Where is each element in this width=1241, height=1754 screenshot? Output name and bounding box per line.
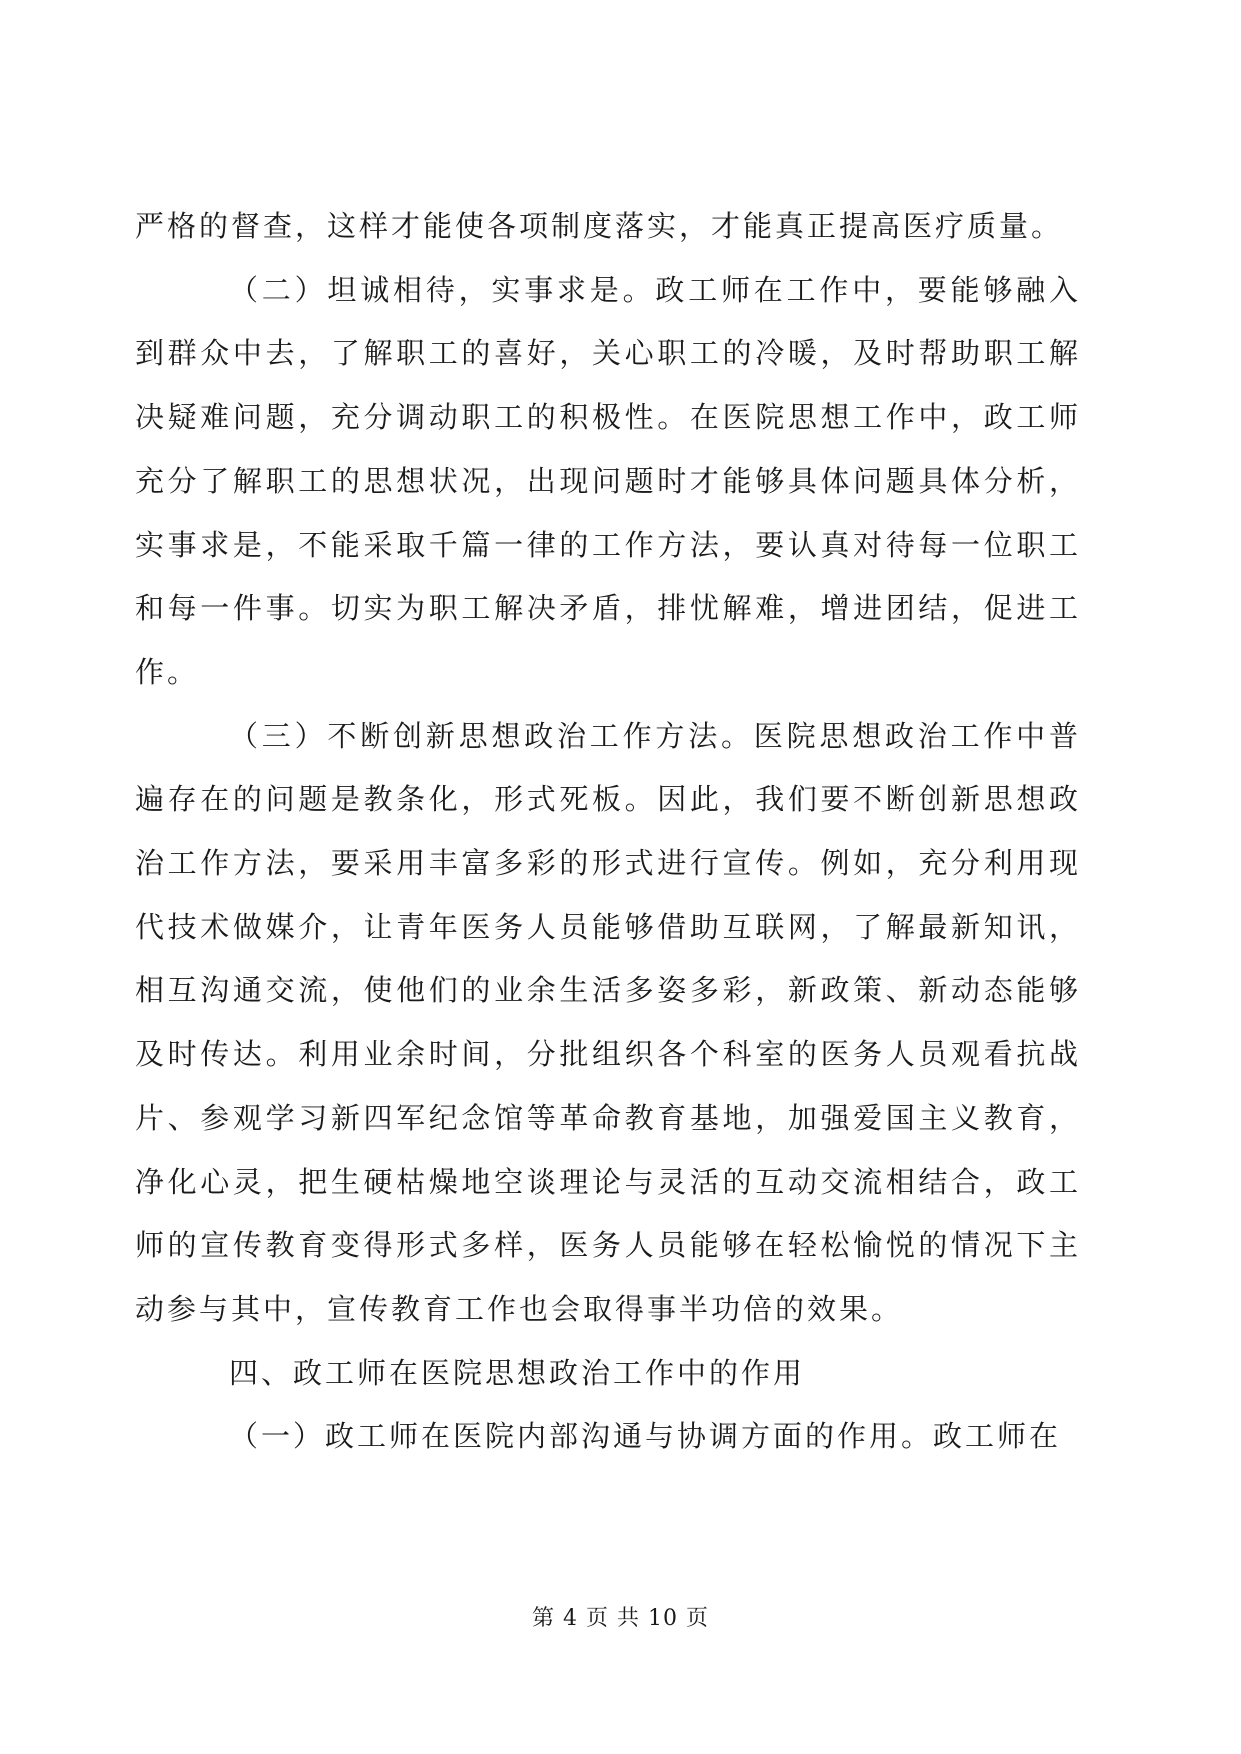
paragraph-section-3: （三）不断创新思想政治工作方法。医院思想政治工作中普遍存在的问题是教条化，形式死板。因此，我们要不断创新思想政治工作方法，要采用丰富多彩的形式进行宣传。例如，充分利用现代技术做媒介，让青年医务人员能够借助互联网，了解最新知讯，相互沟通交流，使他们的业余生活多姿多彩，新政策、新动态能够及时传达。利用业余时间，分批组织各个科室的医务人员观看抗战片、参观学习新四军纪念馆等革命教育基地，加强爱国主义教育，净化心灵，把生硬枯燥地空谈理论与灵活的互动交流相结合，政工师的宣传教育变得形式多样，医务人员能够在轻松愉悦的情况下主动参与其中，宣传教育工作也会取得事半功倍的效果。 xyxy=(135,718,1081,1326)
section-heading-4: 四、政工师在医院思想政治工作中的作用 xyxy=(229,1355,806,1390)
document-body xyxy=(135,195,1081,1469)
paragraph-continuation: 严格的督查，这样才能使各项制度落实，才能真正提高医疗质量。 xyxy=(135,209,1064,243)
paragraph-section-4-1: （一）政工师在医院内部沟通与协调方面的作用。政工师在 xyxy=(229,1419,1062,1454)
page-footer: 第 4 页 共 10 页 xyxy=(532,1606,709,1631)
paragraph-section-2: （二）坦诚相待，实事求是。政工师在工作中，要能够融入到群众中去，了解职工的喜好，关心职工的冷暖，及时帮助职工解决疑难问题，充分调动职工的积极性。在医院思想工作中，政工师充分了解职工的思想状况，出现问题时才能够具体问题具体分析，实事求是，不能采取千篇一律的工作方法，要认真对待每一位职工和每一件事。切实为职工解决矛盾，排忧解难，增进团结，促进工作。 xyxy=(135,272,1081,689)
